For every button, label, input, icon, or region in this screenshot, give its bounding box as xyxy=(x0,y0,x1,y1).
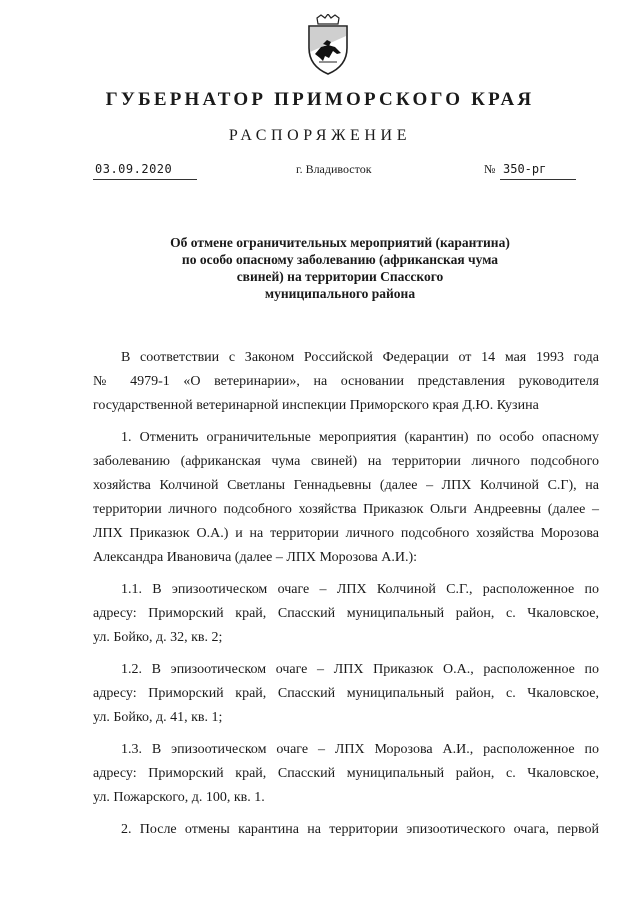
body-line: 2. После отмены карантина на территории эпизоотического очага, первой xyxy=(121,822,599,837)
body-line: ул. Пожарского, д. 100, кв. 1. xyxy=(93,790,265,805)
body-line: Александра Ивановича (далее – ЛПХ Морозова А.И.): xyxy=(93,550,418,565)
body-line: ЛПХ Приказюк О.А.) и на территории личного подсобного хозяйства Морозова xyxy=(93,526,599,541)
body-line: адресу: Приморский край, Спасский муниципальный район, с. Чкаловское, xyxy=(93,766,599,781)
document-date: 03.09.2020 xyxy=(95,162,173,176)
document-type-heading: РАСПОРЯЖЕНИЕ xyxy=(228,127,412,144)
title-line: Об отмене ограничительных мероприятий (карантина) xyxy=(170,235,510,250)
title-line: по особо опасному заболеванию (африканская чума xyxy=(181,252,499,267)
body-line: 1.2. В эпизоотическом очаге – ЛПХ Приказюк О.А., расположенное по xyxy=(121,662,599,677)
body-line: хозяйства Колчиной Светланы Геннадьевны (далее – ЛПХ Колчиной С.Г), на xyxy=(93,478,599,493)
document-city: г. Владивосток xyxy=(296,162,372,176)
document-title xyxy=(140,234,540,302)
body-line: государственной ветеринарной инспекции Приморского края Д.Ю. Кузина xyxy=(93,398,539,413)
body-line: адресу: Приморский край, Спасский муниципальный район, с. Чкаловское, xyxy=(93,686,599,701)
coat-of-arms-icon xyxy=(303,14,353,76)
document-number: 350-рг xyxy=(503,162,547,176)
date-underline xyxy=(93,179,197,180)
title-line: муниципального района xyxy=(264,286,416,301)
body-line: ул. Бойко, д. 32, кв. 2; xyxy=(93,630,223,645)
number-underline xyxy=(500,179,576,180)
document-body xyxy=(93,346,599,842)
number-label: № xyxy=(484,162,496,176)
body-line: заболеванию (африканская чума свиней) на территории личного подсобного xyxy=(93,454,599,469)
title-line: свиней) на территории Спасского xyxy=(236,269,444,284)
body-line: № 4979-1 «О ветеринарии», на основании представления руководителя xyxy=(93,374,599,389)
body-line: адресу: Приморский край, Спасский муниципальный район, с. Чкаловское, xyxy=(93,606,599,621)
body-line: 1.1. В эпизоотическом очаге – ЛПХ Колчиной С.Г., расположенное по xyxy=(121,582,599,597)
issuer-heading: ГУБЕРНАТОР ПРИМОРСКОГО КРАЯ xyxy=(105,89,535,110)
body-line: 1. Отменить ограничительные мероприятия (карантин) по особо опасному xyxy=(121,430,599,445)
body-line: территории личного подсобного хозяйства Приказюк Ольги Андреевны (далее – xyxy=(93,502,599,517)
body-line: В соответствии с Законом Российской Федерации от 14 мая 1993 года xyxy=(121,350,599,365)
body-line: 1.3. В эпизоотическом очаге – ЛПХ Морозова А.И., расположенное по xyxy=(121,742,599,757)
body-line: ул. Бойко, д. 41, кв. 1; xyxy=(93,710,223,725)
